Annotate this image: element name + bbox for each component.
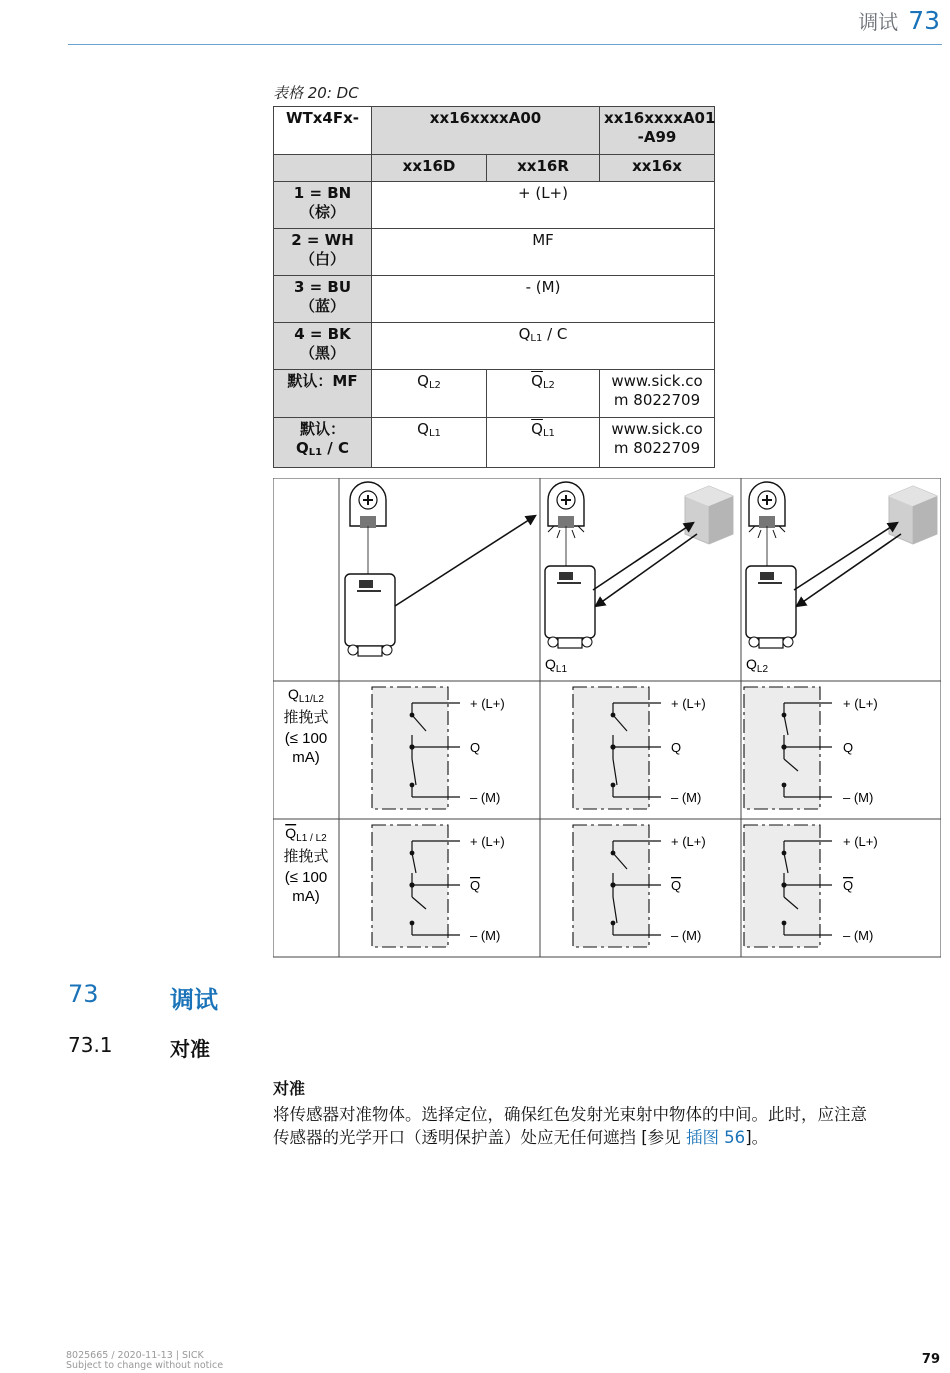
circuit-cell [372,687,505,809]
row1-q: Q [288,686,299,702]
svg-text:QL1/L2 [288,686,324,705]
row-wh-value: MF [372,229,715,276]
subsection-title: 对准 [170,1037,210,1061]
circuit-diagrams [372,687,878,947]
circuit-cell [744,825,878,947]
q-subscript: L1 [428,428,441,439]
link-line1: www.sick.co [611,372,703,390]
q-subscript: L1 [530,333,543,344]
terminal-q: Q [671,740,682,755]
header-16d: xx16D [372,155,487,182]
default-label: 默认： [299,420,345,438]
row2-label [283,825,328,905]
col3-q-sub: L2 [756,664,769,675]
sensor-col-2 [545,482,733,675]
row-default-q-16x [600,418,715,468]
terminal-plus: + (L+) [671,834,706,849]
col2-q: Q [545,656,556,672]
circuit-cell [744,687,878,809]
row-bn-pin: 1 = BN [293,184,352,202]
row1-q-sub: L1/L2 [298,694,324,705]
row1-label [283,686,328,766]
header-model: WTx4Fx- [274,107,372,155]
terminal-plus: + (L+) [671,696,706,711]
paragraph-heading: 对准 [273,1079,306,1098]
section-number: 73 [68,980,99,1008]
q-subscript: L2 [428,380,441,391]
wiring-diagram [273,478,941,958]
footer-doc-info [66,1351,223,1371]
row-bn-label [274,182,372,229]
row-bk-value [372,323,715,370]
row-bu-value: - (M) [372,276,715,323]
page-number: 79 [921,1352,940,1367]
q-rest: / C [542,325,568,343]
row1-type: 推挽式 [283,709,329,726]
svg-text:QL2 [746,656,768,675]
q-rest: / C [322,439,350,457]
sensor-col-3 [746,482,937,675]
terminal-minus: – (M) [671,790,702,805]
sensor-col-1 [345,482,535,656]
row-default-q-16d [372,418,487,468]
chapter-number: 73 [908,6,940,35]
circuit-cell [372,825,505,947]
header-rule [68,44,942,45]
row-bn-color: （棕） [299,203,345,221]
paragraph-line-2 [273,1126,933,1149]
row-default-q-16r [487,418,600,468]
q-subscript: L1 [308,447,323,458]
terminal-minus: – (M) [470,928,501,943]
q-symbol: Q [518,325,531,343]
section-title: 调试 [170,986,218,1014]
terminal-q: Q [843,740,854,755]
row-wh-label [274,229,372,276]
header-empty [274,155,372,182]
chapter-name: 调试 [858,10,899,34]
svg-text:QL1 / L2 [285,825,327,844]
q-symbol: Q [295,439,309,457]
default-q [278,439,367,462]
header-a00: xx16xxxxA00 [372,107,600,155]
header-a01-line2: -A99 [637,128,677,146]
terminal-q: Q [671,878,682,893]
terminal-minus: – (M) [843,928,874,943]
paragraph-text-end: ]。 [745,1128,769,1147]
row-bu-color: （蓝） [299,297,345,315]
terminal-q: Q [470,878,481,893]
row2-type: 推挽式 [283,848,329,865]
row-bk-color: （黑） [299,344,345,362]
row2-limit-1: (≤ 100 [284,869,328,886]
terminal-minus: – (M) [470,790,501,805]
footer-notice: Subject to change without notice [66,1360,224,1371]
terminal-minus: – (M) [671,928,702,943]
col2-q-sub: L1 [555,664,568,675]
row-bk-label [274,323,372,370]
row-default-mf-label: 默认：MF [274,370,372,418]
row-default-mf-16d [372,370,487,418]
row1-limit-2: mA) [292,749,320,766]
q-symbol: Q [417,420,429,438]
row-wh-pin: 2 = WH [291,231,354,249]
circuit-cell [573,825,706,947]
row-default-mf-16x [600,370,715,418]
svg-text:QL1 [545,656,567,675]
header-a01 [600,107,715,155]
terminal-plus: + (L+) [843,696,878,711]
figure-link[interactable]: 插图 56 [685,1128,746,1147]
row-bn-value: + (L+) [372,182,715,229]
row2-limit-2: mA) [292,888,320,905]
paragraph-text: 传感器的光学开口（透明保护盖）处应无任何遮挡 [参见 [273,1128,686,1147]
row-default-mf-16r [487,370,600,418]
row-bu-pin: 3 = BU [293,278,352,296]
terminal-q: Q [470,740,481,755]
row-wh-color: （白） [299,250,345,268]
row-bk-pin: 4 = BK [294,325,351,343]
terminal-q: Q [843,878,854,893]
link-line1: www.sick.co [611,420,703,438]
footer-doc-line: 8025665 / 2020-11-13 | SICK [66,1350,204,1361]
q-subscript: L2 [542,380,555,391]
body-paragraph [273,1103,933,1149]
table-caption: 表格 20: DC [273,84,359,102]
row-bu-label [274,276,372,323]
header-a01-line1: xx16xxxxA01 [604,109,716,127]
q-subscript: L1 [542,428,555,439]
link-line2: m 8022709 [613,439,701,457]
subsection-number: 73.1 [68,1033,113,1057]
circuit-cell [573,687,706,809]
row1-limit-1: (≤ 100 [284,730,328,747]
header-16r: xx16R [487,155,600,182]
col3-q: Q [746,656,757,672]
row2-q-sub: L1 / L2 [296,833,327,844]
row-default-q-label [274,418,372,468]
terminal-plus: + (L+) [843,834,878,849]
row2-q: Q [285,825,297,841]
q-bar-symbol: $\overline{Q}$ [531,420,543,438]
dc-table [273,106,715,468]
header-16x: xx16x [600,155,715,182]
terminal-plus: + (L+) [470,834,505,849]
q-symbol: Q [417,372,429,390]
running-header [858,6,940,35]
terminal-minus: – (M) [843,790,874,805]
link-line2: m 8022709 [613,391,701,409]
paragraph-line-1: 将传感器对准物体。选择定位，确保红色发射光束射中物体的中间。此时，应注意 [273,1105,867,1124]
terminal-plus: + (L+) [470,696,505,711]
q-bar-symbol: $\overline{Q}$ [531,372,543,390]
